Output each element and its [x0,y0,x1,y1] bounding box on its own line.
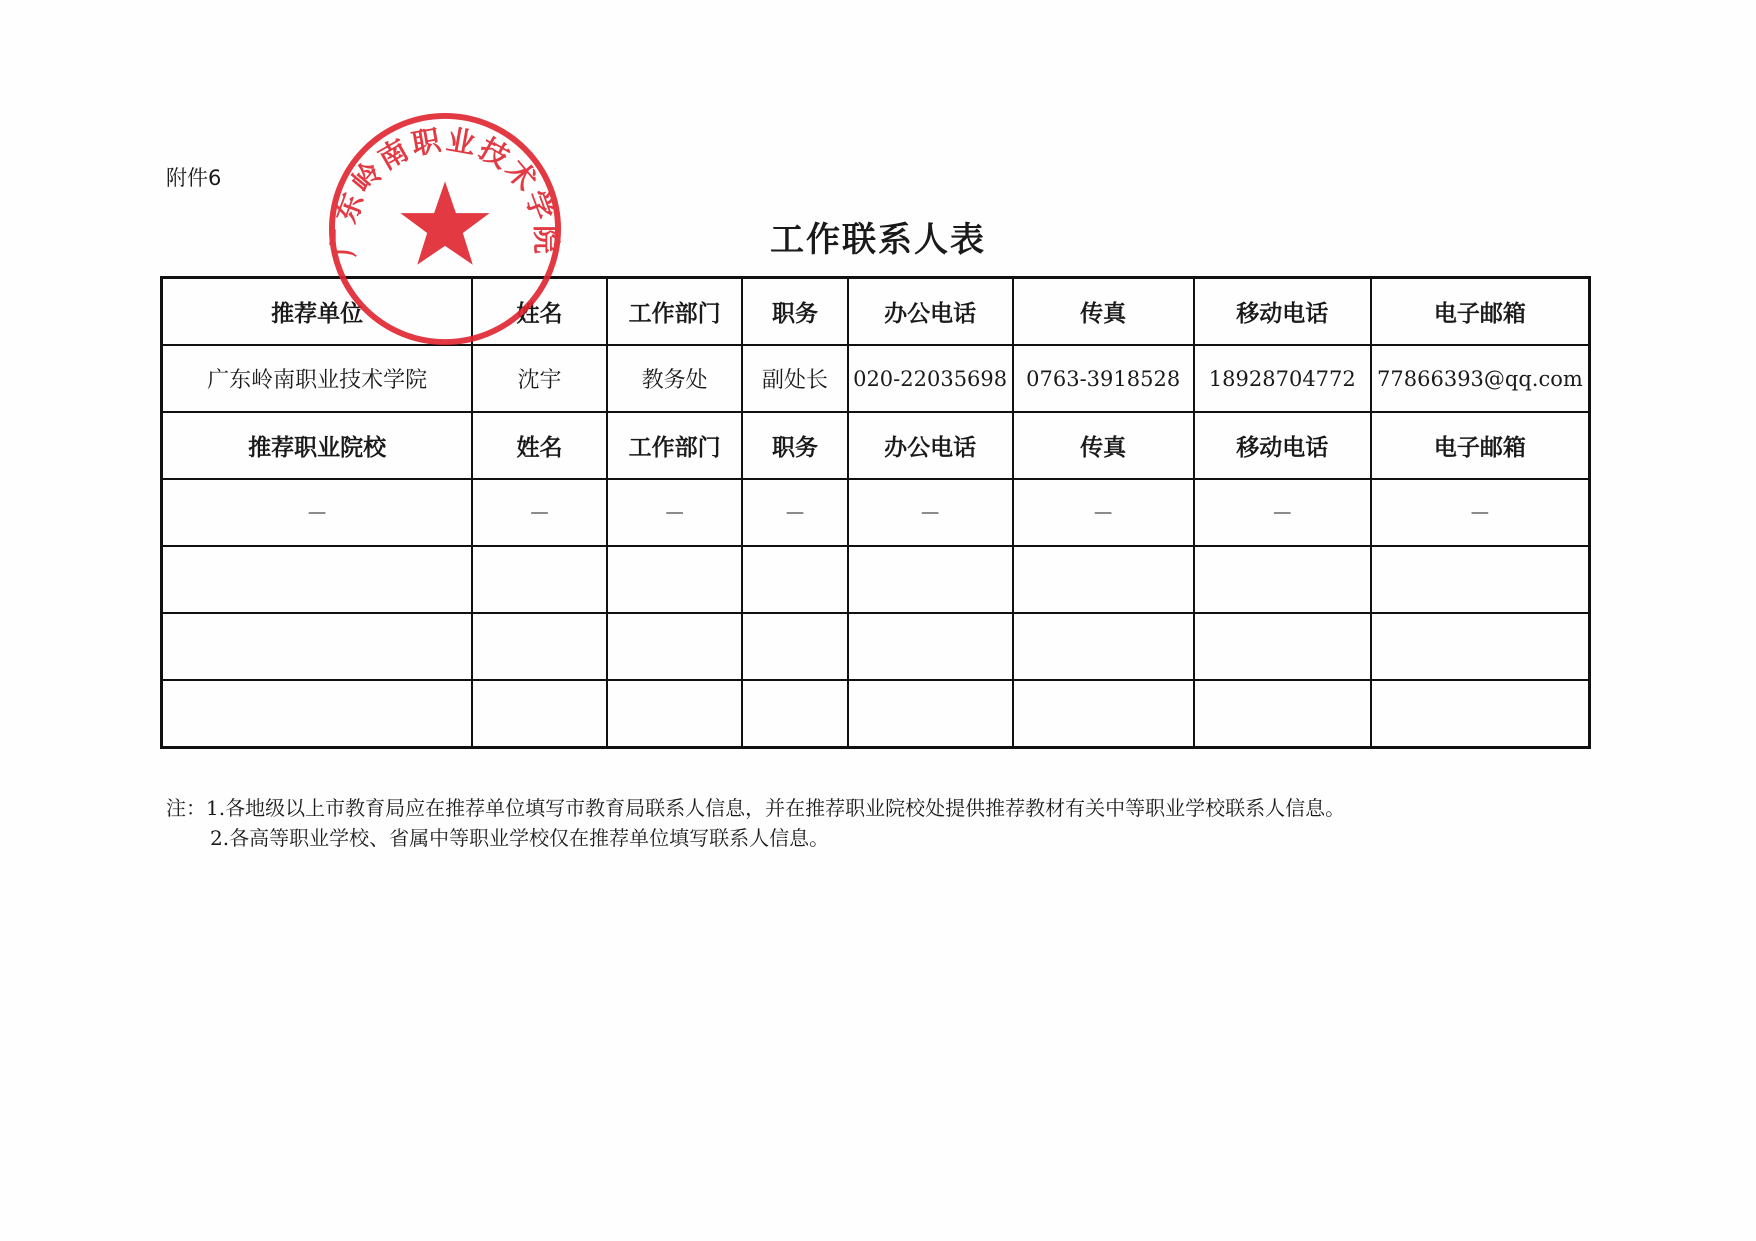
table-cell [742,546,847,613]
table-cell [607,613,743,680]
table-cell [1194,613,1371,680]
header-cell: 工作部门 [607,278,743,346]
table-cell: 教务处 [607,345,743,412]
table-cell: － [162,479,473,546]
table-cell [1013,613,1194,680]
school-row [162,613,1590,680]
recommender-row [162,345,1590,412]
table-cell [1194,680,1371,748]
table-cell: － [848,479,1013,546]
header-cell: 传真 [1013,278,1194,346]
table-cell [742,680,847,748]
table-cell [1194,546,1371,613]
table-cell [742,613,847,680]
table-cell: 广东岭南职业技术学院 [162,345,473,412]
header-row-recommender [162,278,1590,346]
table-cell [1371,546,1590,613]
header-cell: 电子邮箱 [1371,278,1590,346]
header-cell: 电子邮箱 [1371,412,1590,479]
table-cell: 沈宇 [472,345,607,412]
table-cell: － [607,479,743,546]
table-cell: 18928704772 [1194,345,1371,412]
header-cell: 推荐单位 [162,278,473,346]
contact-table [160,276,1591,749]
header-cell: 办公电话 [848,278,1013,346]
header-cell: 推荐职业院校 [162,412,473,479]
header-cell: 办公电话 [848,412,1013,479]
school-row [162,680,1590,748]
table-cell [1013,546,1194,613]
header-cell: 移动电话 [1194,412,1371,479]
table-cell: － [472,479,607,546]
table-cell [848,680,1013,748]
table-cell: 0763-3918528 [1013,345,1194,412]
table-cell [607,546,743,613]
table-cell [607,680,743,748]
table-cell: 77866393@qq.com [1371,345,1590,412]
table-cell [162,546,473,613]
table-cell: 020-22035698 [848,345,1013,412]
table-cell [848,546,1013,613]
header-cell: 职务 [742,412,847,479]
seal-text: 广东岭南职业技术学院 [326,122,564,258]
table-cell [1371,613,1590,680]
table-cell: 副处长 [742,345,847,412]
header-cell: 姓名 [472,278,607,346]
table-cell [472,680,607,748]
note-line-1: 注：1.各地级以上市教育局应在推荐单位填写市教育局联系人信息，并在推荐职业院校处提供推荐教材有关中等职业学校联系人信息。 [166,796,1346,820]
table-cell: － [1371,479,1590,546]
table-cell [162,680,473,748]
table-cell [472,546,607,613]
table-cell [1013,680,1194,748]
table-cell [848,613,1013,680]
table-cell [162,613,473,680]
header-cell: 工作部门 [607,412,743,479]
table-cell: － [1013,479,1194,546]
header-cell: 姓名 [472,412,607,479]
header-cell: 传真 [1013,412,1194,479]
header-row-school [162,412,1590,479]
school-row [162,479,1590,546]
note-line-2: 2.各高等职业学校、省属中等职业学校仅在推荐单位填写联系人信息。 [210,826,830,850]
school-row [162,546,1590,613]
table-cell: － [1194,479,1371,546]
notes [166,793,1345,853]
table-cell [1371,680,1590,748]
attachment-label: 附件6 [166,166,222,190]
document-title: 工作联系人表 [770,220,986,260]
table-cell [472,613,607,680]
header-cell: 职务 [742,278,847,346]
header-cell: 移动电话 [1194,278,1371,346]
table-cell: － [742,479,847,546]
